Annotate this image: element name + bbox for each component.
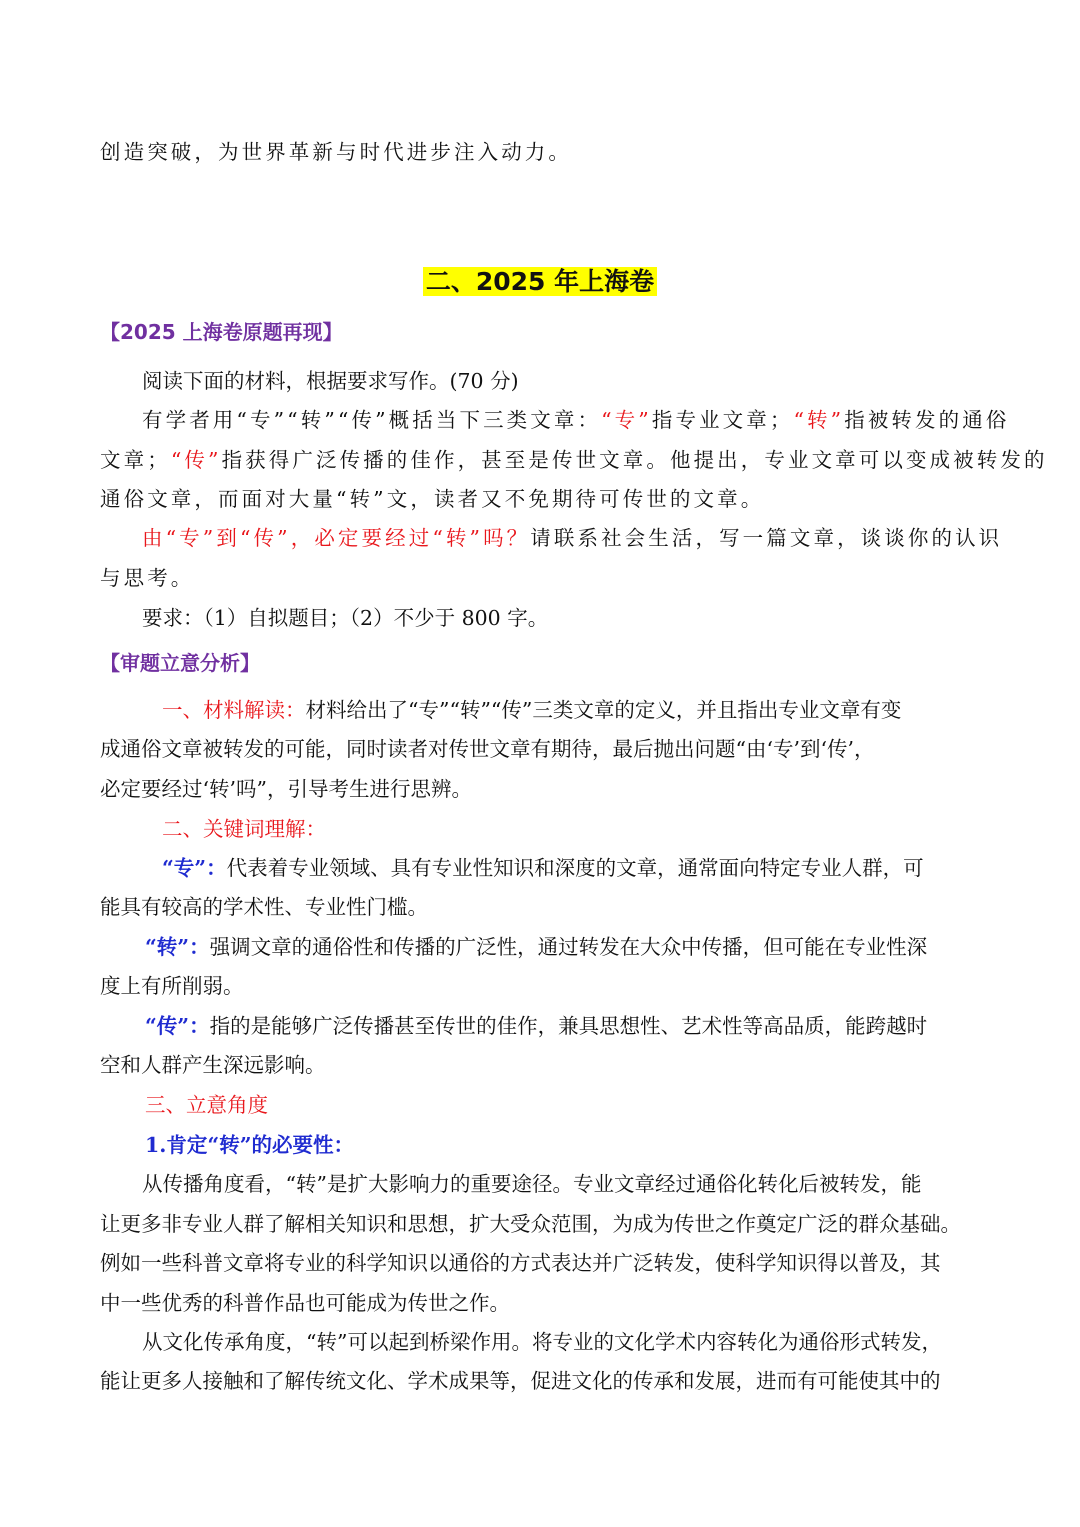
material-text: 指被转发的通俗 [844,408,1010,432]
analysis-p1-line-1 [162,695,984,725]
keyword-zhuan2-label: “转”： [145,935,210,959]
original-problem-heading: 【2025 上海卷原题再现】 [100,320,343,344]
keyword-zhuan-label: “专”： [162,856,227,880]
keyword-text: 指的是能够广泛传播甚至传世的佳作，兼具思想性、艺术性等高品质，能跨越时 [209,1014,928,1038]
prompt-intro: 阅读下面的材料，根据要求写作。(70 分) [142,369,519,393]
material-text: 文章； [100,448,171,472]
section-title [0,262,1080,302]
keyword-text: 代表着专业领域、具有专业性知识和深度的文章，通常面向特定专业人群，可 [226,856,924,880]
material-reading-label: 一、材料解读： [162,698,306,722]
material-text: 有学者用“专”“转”“传”概括当下三类文章： [142,408,602,432]
material-text: 指专业文章； [651,408,794,432]
material-line-3: 通俗文章，而面对大量“转”文，读者又不免期待可传世的文章。 [100,487,765,511]
keyword-chuan-quote: “传” [170,448,222,472]
question-highlight: 由“专”到“传”，必定要经过“转”吗？ [142,526,531,550]
keyword-zhuan-quote: “专” [601,408,652,432]
keyword-zhuan2-quote: “转” [793,408,845,432]
keyword-3-line-1 [145,1011,984,1041]
continuation-text: 创造突破，为世界革新与时代进步注入动力。 [100,140,572,164]
material-line-1 [142,405,1026,435]
keyword-1-line-1 [162,853,984,883]
keyword-2-line-1 [145,932,984,962]
highlighted-title: 二、2025 年上海卷 [423,267,657,296]
analysis-p1-line-3: 必定要经过‘转’吗”，引导考生进行思辨。 [100,777,473,801]
angle-1-para-1-line-4: 中一些优秀的科普作品也可能成为传世之作。 [100,1291,510,1315]
keyword-1-line-2: 能具有较高的学术性、专业性门槛。 [100,895,428,919]
angle-1-para-2-line-1: 从文化传承角度，“转”可以起到桥梁作用。将专业的文化学术内容转化为通俗形式转发， [142,1330,942,1354]
material-line-2 [100,445,1048,475]
angle-label: 三、立意角度 [145,1093,268,1117]
angle-1-para-1-line-2: 让更多非专业人群了解相关知识和思想，扩大受众范围，为成为传世之作奠定广泛的群众基础。 [100,1212,961,1236]
angle-1-para-2-line-2: 能让更多人接触和了解传统文化、学术成果等，促进文化的传承和发展，进而有可能使其中的 [100,1369,941,1393]
angle-1-title: 1.肯定“转”的必要性： [145,1133,354,1157]
requirement-text: 要求：（1）自拟题目；（2）不少于 800 字。 [142,606,549,630]
analysis-text: 材料给出了“专”“转”“传”三类文章的定义，并且指出专业文章有变 [305,698,902,722]
analysis-p1-line-2: 成通俗文章被转发的可能，同时读者对传世文章有期待，最后抛出问题“由‘专’到‘传’， [100,737,875,761]
keyword-2-line-2: 度上有所削弱。 [100,974,244,998]
angle-1-para-1-line-1: 从传播角度看，“转”是扩大影响力的重要途径。专业文章经过通俗化转化后被转发，能 [142,1172,922,1196]
analysis-heading: 【审题立意分析】 [100,651,260,675]
question-line-1 [142,523,1026,553]
question-text: 请联系社会生活，写一篇文章，谈谈你的认识 [530,526,1003,550]
keyword-understanding-label: 二、关键词理解： [162,817,326,841]
question-line-2: 与思考。 [100,566,195,590]
material-text: 指获得广泛传播的佳作，甚至是传世文章。他提出，专业文章可以变成被转发的 [221,448,1048,472]
keyword-text: 强调文章的通俗性和传播的广泛性，通过转发在大众中传播，但可能在专业性深 [209,935,928,959]
angle-1-para-1-line-3: 例如一些科普文章将专业的科学知识以通俗的方式表达并广泛转发，使科学知识得以普及，其 [100,1251,941,1275]
keyword-chuan-label: “传”： [145,1014,210,1038]
keyword-3-line-2: 空和人群产生深远影响。 [100,1053,326,1077]
